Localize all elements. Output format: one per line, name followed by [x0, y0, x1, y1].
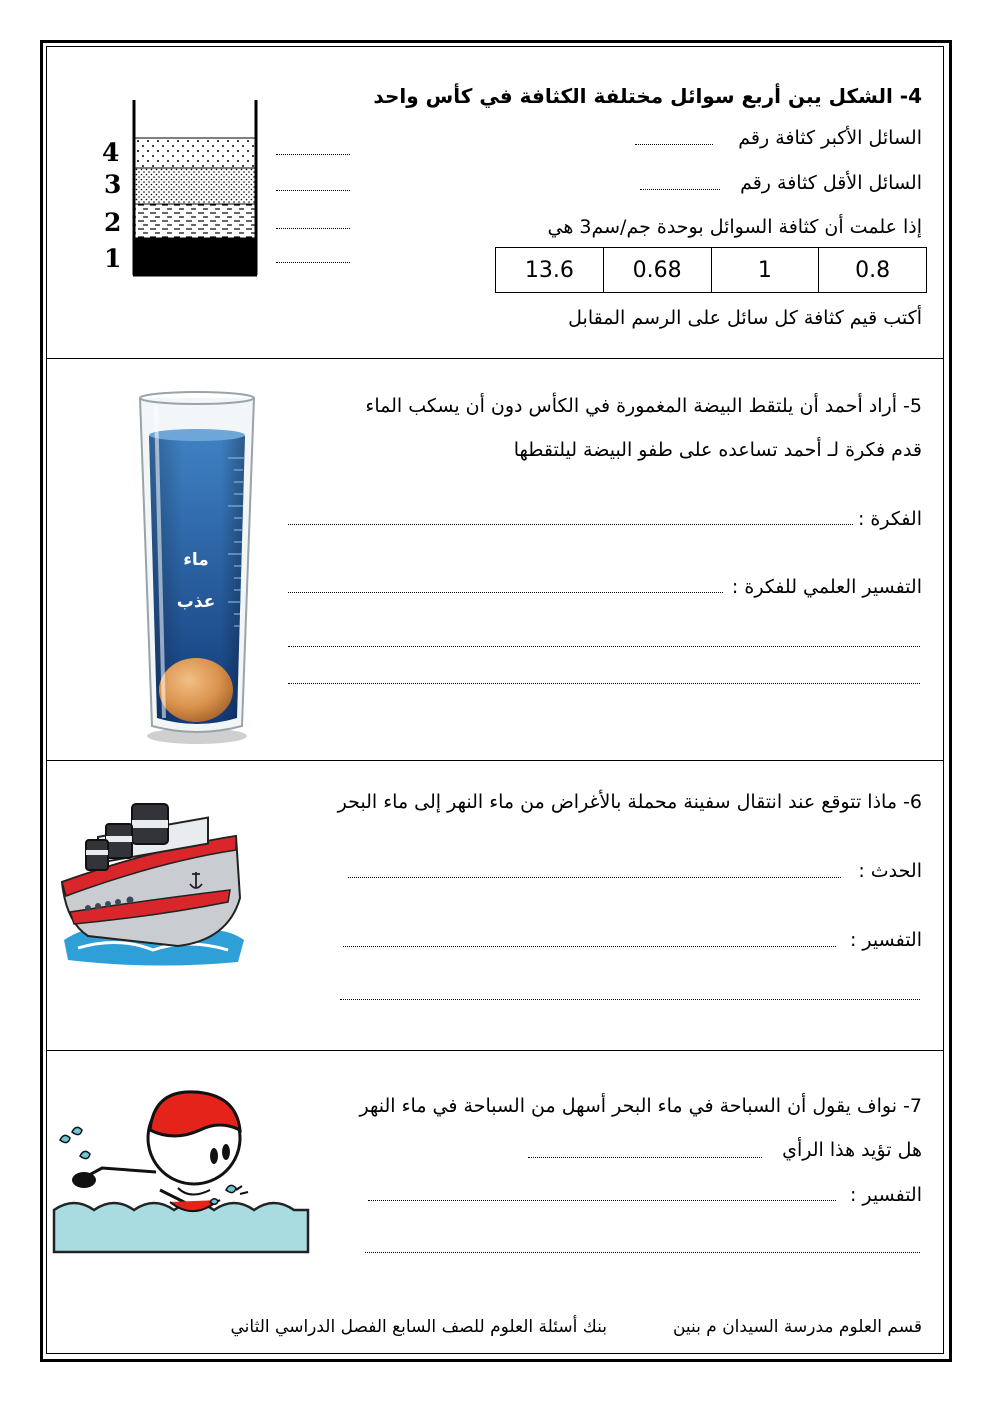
q5-explanation-label: التفسير العلمي للفكرة :	[731, 576, 922, 598]
q7-line1: 7- نواف يقول أن السباحة في ماء البحر أسهل من السباحة في ماء النهر	[359, 1095, 922, 1117]
q7-opinion-label: هل تؤيد هذا الرأي	[782, 1139, 922, 1161]
layer-number-2: 2	[104, 208, 122, 237]
density-table	[495, 247, 927, 293]
swimmer-illustration	[50, 1060, 312, 1256]
q4-units-text: إذا علمت أن كثافة السوائل بوحدة جم/سم3 هي	[547, 216, 922, 238]
q4-smallest-label: السائل الأقل كثافة رقم	[740, 172, 922, 194]
footer-department: قسم العلوم مدرسة السيدان م بنين	[672, 1317, 922, 1337]
density-value: 1	[711, 248, 819, 293]
section-divider	[46, 358, 943, 359]
q7-explanation-answer-line[interactable]	[368, 1200, 836, 1201]
q5-answer-line[interactable]	[288, 683, 920, 684]
layer-number-3: 3	[104, 170, 122, 199]
density-value: 0.8	[819, 248, 927, 293]
q5-line1: 5- أراد أحمد أن يلتقط البيضة المغمورة في الكأس دون أن يسكب الماء	[365, 395, 922, 417]
q7-explanation-label: التفسير :	[849, 1184, 922, 1206]
q5-explanation-answer-line[interactable]	[288, 592, 723, 593]
liquid-layers-beaker	[125, 98, 265, 280]
layer-number-4: 4	[102, 138, 120, 167]
q4-title: 4- الشكل يبن أربع سوائل مختلفة الكثافة في كأس واحد	[373, 84, 922, 108]
glass-label-fresh: عذب	[176, 592, 216, 612]
layer-2-density-answer-line[interactable]	[276, 228, 350, 229]
q7-answer-line[interactable]	[365, 1252, 920, 1253]
density-value: 0.68	[603, 248, 711, 293]
q7-opinion-answer-line[interactable]	[528, 1157, 762, 1158]
footer-bank-title: بنك أسئلة العلوم للصف السابع الفصل الدراسي الثاني	[230, 1317, 607, 1337]
liquid-layer-2	[135, 204, 255, 238]
liquid-layer-3	[135, 168, 255, 204]
layer-number-1: 1	[104, 244, 122, 273]
liquid-layer-4	[135, 138, 255, 168]
q5-idea-label: الفكرة :	[857, 508, 922, 530]
q6-explanation-label: التفسير :	[849, 929, 922, 951]
q4-largest-answer-line[interactable]	[635, 144, 713, 145]
q6-line1: 6- ماذا تتوقع عند انتقال سفينة محملة بالأغراض من ماء النهر إلى ماء البحر	[337, 791, 922, 813]
q6-answer-line[interactable]	[340, 999, 920, 1000]
layer-1-density-answer-line[interactable]	[276, 262, 350, 263]
q6-event-answer-line[interactable]	[348, 877, 841, 878]
q5-answer-line[interactable]	[288, 646, 920, 647]
q5-idea-answer-line[interactable]	[288, 524, 853, 525]
q5-line2: قدم فكرة لـ أحمد تساعده على طفو البيضة ليلتقطها	[513, 439, 922, 461]
q4-largest-label: السائل الأكبر كثافة رقم	[738, 127, 922, 149]
q6-event-label: الحدث :	[858, 860, 922, 882]
q6-explanation-answer-line[interactable]	[343, 946, 836, 947]
ship-illustration	[58, 790, 248, 970]
section-divider	[46, 1050, 943, 1051]
egg	[159, 658, 233, 722]
q4-instruction: أكتب قيم كثافة كل سائل على الرسم المقابل	[568, 307, 922, 329]
glass-label-water: ماء	[183, 550, 209, 570]
liquid-layer-1	[135, 238, 255, 274]
layer-3-density-answer-line[interactable]	[276, 190, 350, 191]
section-divider	[46, 760, 943, 761]
layer-4-density-answer-line[interactable]	[276, 154, 350, 155]
density-value: 13.6	[496, 248, 604, 293]
q4-smallest-answer-line[interactable]	[640, 189, 720, 190]
